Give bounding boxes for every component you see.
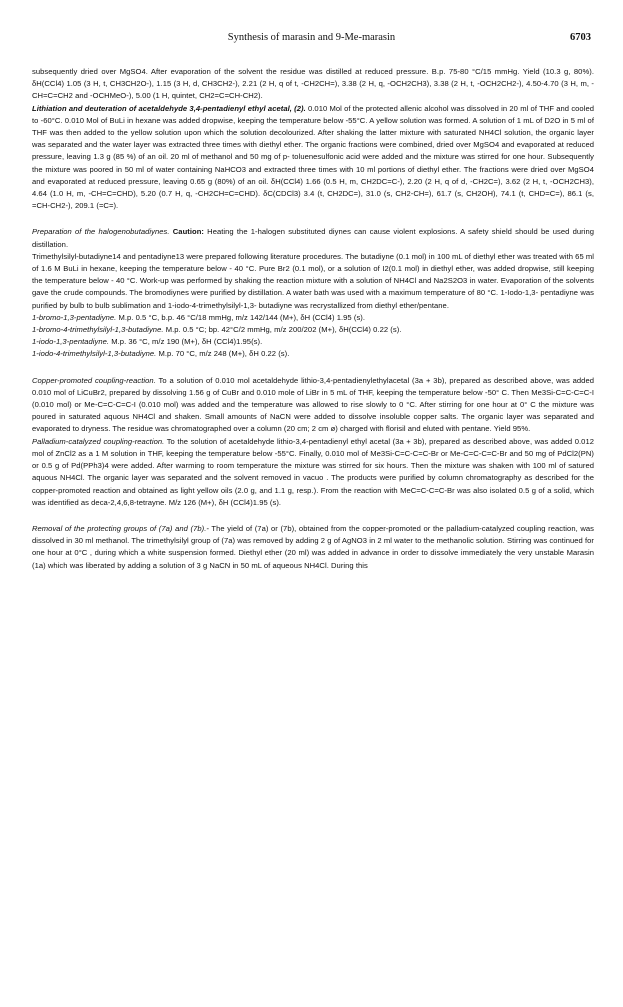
paragraph-copper-coupling	[32, 375, 594, 436]
paragraph-text: Trimethylsilyl-butadiyne14 and pentadiyne13 were prepared following literature procedures. The butadiyne (0.1 mol) in 100 mL of diethyl ether was treated with 65 ml of 1.6 M BuLi in hexane, keeping the temperature below - 40 °C. Pure Br2 (0.1 mol), or a solution of I2(0.1 mol) in diethyl ether, was added dropwise, still keeping the temperature below - 40 °C. Work-up was performed by shaking the reaction mixture with a solution of NH4Cl and Na2S2O3 in water. Evaporation of the solvents gave the crude compounds. The bromodiynes were purified by distillation. A water bath was used with a maximum temperature of 80 °C. 1-Iodo-1,3- pentadiyne was purified by bulb to bulb sublimation and 1-iodo-4-trimethylsilyl-1,3- butadiyne was recrystallized from diethyl ether/pentane.	[32, 251, 594, 310]
paragraph-halogenobutadiynes	[32, 226, 594, 250]
running-head: Synthesis of marasin and 9-Me-marasin	[227, 32, 396, 43]
compound-name: 1-iodo-1,3-pentadiyne.	[32, 337, 110, 347]
page-number: 6703	[570, 32, 591, 43]
paragraph-palladium-coupling	[32, 436, 594, 509]
compound-data: M.p. 36 °C, m/z 190 (M+), δH (CCl4)1.95(s).	[111, 337, 263, 347]
paragraph-distillation	[32, 66, 594, 103]
section-heading: Copper-promoted coupling-reaction.	[32, 375, 156, 385]
compound-data: M.p. 0.5 °C; bp. 42°C/2 mmHg, m/z 200/202 (M+), δH(CCl4) 0.22 (s).	[165, 325, 402, 335]
paragraph-procedure	[32, 251, 594, 312]
section-heading: Lithiation and deuteration of acetaldehyde 3,4-pentadienyl ethyl acetal, (2).	[32, 103, 306, 113]
page-header	[0, 32, 623, 48]
compound-entry	[32, 324, 594, 336]
section-heading: Removal of the protecting groups of (7a) and (7b).-	[32, 523, 209, 533]
paragraph-text: To a solution of 0.010 mol acetaldehyde lithio-3,4-pentadienylethylacetal (3a + 3b), prepared as described above, was added 0.010 mol of LiCuBr2, prepared by dissolving 1.56 g of CuBr and 0.010 mole of LiBr in 5 mL of THF, keeping the temperature below -50° C. Then Me3Si-C=C-C=C-I (0.010 mol) or Me-C=C-C=C-I (0.010 mol) was added and the temperature was allowed to rise slowly to 0 °C. After stirring for one hour at 0° C the mixture was poured in saturated aquous NH4Cl and shaken. Small amounts of NaCN were added to dissolve insoluble copper salts. The organic layer was separated and evaporated to dryness. The residue was chromatographed over a column (20 cm; 2 cm ø) charged with florisil and eluted with pentane. Yield 95%.	[32, 375, 594, 434]
paragraph-text: subsequently dried over MgSO4. After evaporation of the solvent the residue was distilled at reduced pressure. B.p. 75-80 °C/15 mmHg. Yield (10.3 g, 80%). δH(CCl4) 1.05 (3 H, t, CH3CH2O-), 1.15 (3 H, d, CH3CH2-), 2.21 (2 H, q of t, -CH2CH=), 3.38 (2 H, q, -OCH2CH3), 3.38 (2 H, t, -OCH2CH2-), 4.50-4.70 (3 H, m, -CH=C=CH2 and -OCHMeO-), 5.00 (1 H, quintet, CH2=C=CH-CH2).	[32, 67, 594, 101]
compound-data: M.p. 0.5 °C, b.p. 46 °C/18 mmHg, m/z 142/144 (M+), δH (CCl4) 1.95 (s).	[118, 312, 366, 322]
compound-entry	[32, 312, 594, 324]
paragraph-text: To the solution of acetaldehyde lithio-3,4-pentadienyl ethyl acetal (3a + 3b), prepared as described above, was added 0.012 mol of ZnCl2 as a 1 M solution in THF, keeping the temperature below -55°C. Finally, 0.010 mol of Me3Si-C=C-C=C-Br or Me-C=C-C=C-Br and 50 mg of PdCl2(PN) or 0.5 g of Pd(PPh3)4 were added. After warming to room temperature the mixture was stirred for six hours. Then the mixture was shaken with 100 ml of satured aquous NH4Cl. The organic layer was separated and the solvent removed in vacuo . The products were purified by column chromatography as described for the copper-promoted reaction and obtained as light yellow oils (2.0 g, and 1.1 g, resp.). From the reaction with MeC=C-C=C-Br was also isolated 0.5 g of a solid, which was identified as deca-2,4,6,8-tetrayne. M/z 126 (M+), δH (CCl4)1.95 (s).	[32, 436, 594, 507]
body-text	[32, 66, 594, 572]
caution-label: Caution:	[172, 227, 204, 237]
paragraph-deprotection	[32, 523, 594, 572]
paragraph-lithiation	[32, 103, 594, 213]
compound-name: 1-bromo-1,3-pentadiyne.	[32, 312, 117, 322]
paragraph-text: 0.010 Mol of the protected allenic alcohol was dissolved in 20 ml of THF and cooled to -60°C. 0.010 Mol of BuLi in hexane was added dropwise, keeping the temperature below -55°C. A yellow solution was formed. A solution of 1 mL of D2O in 5 ml of THF was then added to the yellow solution upon which the solution decolourized. After shaking the latter mixture with saturated NH4Cl solution, the organic layer was separated and the water layer was extracted three times with diethyl ether. The organic fractions were combined, dried over MgSO4 and evaporated at reduced pressure, leaving 1.3 g (85 %) of an oil. 20 ml of methanol and 50 mg of p- toluenesulfonic acid were added and the mixture was stirred for one hour. Subsequently the mixture was poored in 50 ml of water containing NaHCO3 and extracted three times with 10 ml portions of diethyl ether. The fractions were dried over MgSO4 and evaporated at reduced pressure, leaving 0.65 g (80%) of an oil. δH(CCl4) 1.66 (0.5 H, m, CH2DC=C-), 2.20 (2 H, q of d, -CH2C=), 3.62 (2 H, t, -OCH2CH3), 4.64 (1.0 H, m, -CH=C=CHD), 5.20 (0.7 H, q, -CH2CH=C=CHD). δC(CDCl3) 3.4 (t, CH2DC=), 31.0 (s, CH2-CH=), 61.7 (s, CH2OH), 74.1 (t, CHD=C=), 86.1 (s, =CH-CH2-), 209.1 (=C=).	[32, 103, 594, 211]
section-heading: Palladium-catalyzed coupling-reaction.	[32, 436, 165, 446]
compound-data: M.p. 70 °C, m/z 248 (M+), δH 0.22 (s).	[158, 349, 290, 359]
paragraph-text: Heating the 1-halogen substituted diynes can cause violent explosions. A safety shield should be used during distillation.	[32, 227, 595, 249]
compound-name: 1-iodo-4-trimethylsilyl-1,3-butadiyne.	[32, 349, 157, 359]
paragraph-text: The yield of (7a) or (7b), obtained from the copper-promoted or the palladium-catalyzed coupling reaction, was dissolved in 30 ml methanol. The trimethylsilyl group of (7a) was removed by adding 2 g of AgNO3 in 2 ml water to the methanolic solution. Stirring was continued for one hour at 0°C , during which a white suspension formed. Diethyl ether (20 ml) was added in advance in order to dissolve immediately the very unstable Marasin (1a) which was liberated by adding a solution of 3 g NaCN in 50 mL of aqueous NH4Cl. During this	[32, 523, 594, 570]
compound-entry	[32, 348, 594, 360]
section-heading: Preparation of the halogenobutadiynes.	[32, 227, 170, 237]
compound-entry	[32, 336, 594, 348]
compound-name: 1-bromo-4-trimethylsilyl-1,3-butadiyne.	[32, 325, 164, 335]
